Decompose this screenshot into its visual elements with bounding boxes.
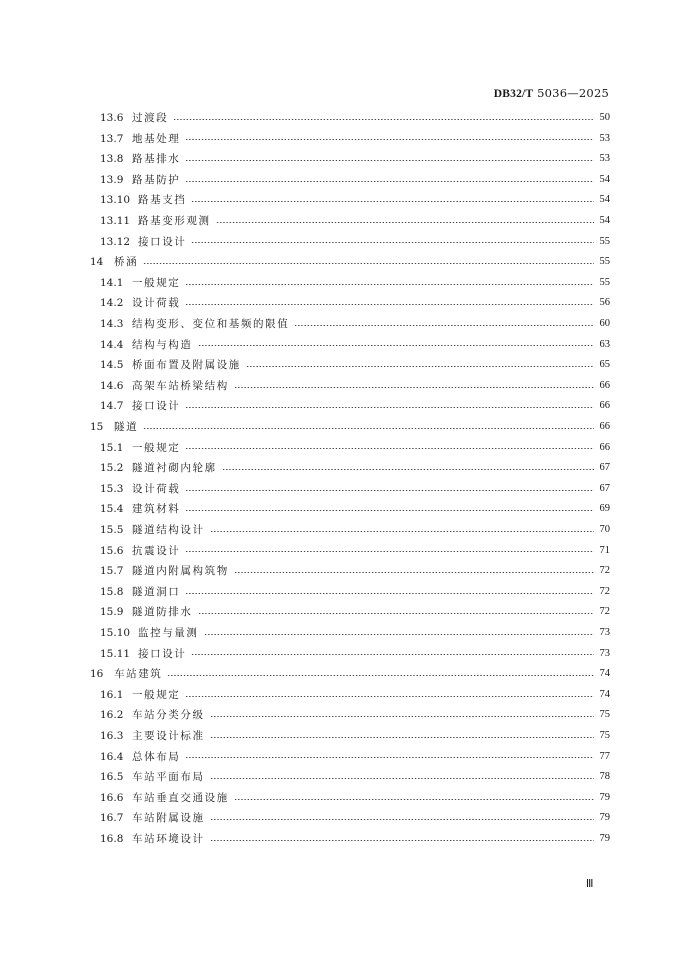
toc-entry-title: 路基防护 — [132, 173, 181, 186]
toc-entry-number: 15.10 — [100, 627, 131, 639]
dot-leader — [143, 428, 594, 429]
toc-entry-page: 55 — [599, 235, 610, 247]
toc-entry-title: 接口设计 — [138, 235, 187, 248]
toc-entry[interactable] — [100, 232, 610, 253]
toc-entry[interactable] — [100, 335, 610, 356]
dot-leader — [216, 222, 594, 223]
toc-entry[interactable] — [100, 623, 610, 644]
toc-entry-title: 抗震设计 — [132, 544, 181, 557]
toc-entry-number: 16.7 — [100, 812, 124, 825]
toc-entry-page: 66 — [599, 379, 610, 391]
document-code-prefix: DB32/T — [493, 88, 534, 100]
toc-entry-page: 56 — [599, 297, 610, 309]
toc-entry-number: 14.1 — [100, 276, 124, 289]
toc-entry-title: 车站环境设计 — [132, 833, 205, 845]
toc-section[interactable] — [90, 417, 610, 438]
toc-entry-number: 14.6 — [100, 379, 124, 392]
toc-entry-title: 车站附属设施 — [132, 812, 205, 825]
toc-entry[interactable] — [100, 499, 610, 520]
dot-leader — [185, 593, 594, 594]
dot-leader — [185, 448, 594, 449]
toc-entry-title: 一般规定 — [132, 688, 181, 701]
toc-entry-number: 16.3 — [100, 730, 124, 742]
toc-entry-page: 72 — [599, 585, 610, 597]
toc-entry[interactable] — [100, 541, 610, 562]
toc-entry-number: 14.5 — [100, 359, 124, 372]
toc-entry[interactable] — [100, 644, 610, 665]
toc-entry-page: 74 — [599, 688, 610, 700]
toc-entry-page: 54 — [599, 215, 610, 226]
toc-entry-title: 建筑材料 — [132, 503, 181, 516]
toc-entry[interactable] — [100, 149, 610, 170]
toc-entry[interactable] — [100, 438, 610, 459]
dot-leader — [210, 840, 594, 841]
toc-entry-title: 一般规定 — [132, 441, 181, 454]
toc-entry[interactable] — [100, 582, 610, 603]
dot-leader — [246, 366, 594, 367]
toc-entry-title: 总体布局 — [132, 750, 181, 763]
toc-entry[interactable] — [100, 808, 610, 829]
toc-entry-title: 接口设计 — [138, 647, 187, 660]
toc-entry-title: 车站垂直交通设施 — [132, 791, 229, 804]
toc-entry-page: 55 — [599, 256, 610, 268]
toc-entry-title: 车站建筑 — [114, 668, 163, 681]
dot-leader — [294, 325, 594, 326]
toc-entry[interactable] — [100, 520, 610, 541]
toc-entry-number: 13.10 — [100, 194, 131, 207]
toc-entry-number: 15.5 — [100, 524, 124, 536]
toc-entry-number: 16.1 — [100, 688, 124, 701]
toc-entry-title: 车站平面布局 — [132, 771, 205, 784]
toc-entry[interactable] — [100, 705, 610, 726]
dot-leader — [185, 490, 594, 491]
toc-entry[interactable] — [100, 190, 610, 211]
toc-entry-page: 72 — [599, 606, 610, 618]
toc-entry[interactable] — [100, 685, 610, 706]
dot-leader — [167, 675, 594, 676]
toc-entry-title: 隧道衬砌内轮廓 — [132, 462, 217, 475]
toc-entry[interactable] — [100, 479, 610, 500]
toc-entry[interactable] — [100, 396, 610, 417]
dot-leader — [185, 696, 594, 697]
toc-entry-number: 15.7 — [100, 565, 124, 578]
dot-leader — [191, 201, 594, 202]
toc-entry-title: 桥面布置及附属设施 — [132, 359, 241, 372]
toc-entry-title: 隧道结构设计 — [132, 524, 205, 536]
toc-entry-page: 63 — [599, 338, 610, 350]
dot-leader — [185, 181, 594, 182]
toc-entry-number: 15.6 — [100, 544, 124, 557]
toc-entry-page: 50 — [599, 112, 610, 123]
toc-entry-title: 路基排水 — [132, 153, 181, 166]
dot-leader — [210, 531, 594, 532]
toc-entry-number: 16 — [90, 668, 104, 681]
toc-entry-title: 结构与构造 — [132, 338, 193, 351]
toc-entry-page: 71 — [599, 544, 610, 556]
toc-entry-title: 一般规定 — [132, 276, 181, 289]
toc-entry-title: 过渡段 — [132, 112, 169, 124]
page-number: Ⅲ — [585, 878, 594, 890]
toc-entry-number: 15.9 — [100, 606, 124, 619]
toc-entry-title: 主要设计标准 — [132, 730, 205, 742]
toc-entry[interactable] — [100, 211, 610, 232]
toc-entry-page: 69 — [599, 503, 610, 515]
dot-leader — [185, 284, 594, 285]
document-code — [494, 86, 609, 100]
toc-entry-number: 13.8 — [100, 153, 124, 166]
toc-entry-number: 13.12 — [100, 235, 131, 248]
dot-leader — [198, 345, 595, 346]
toc-entry[interactable] — [100, 293, 610, 314]
toc-entry-number: 15.2 — [100, 462, 124, 475]
toc-entry-page: 53 — [599, 153, 610, 165]
toc-entry-title: 桥涵 — [114, 256, 139, 269]
toc-entry[interactable] — [100, 788, 610, 809]
toc-entry-page: 70 — [599, 524, 610, 535]
toc-entry-number: 16.6 — [100, 791, 124, 804]
toc-entry-title: 地基处理 — [132, 132, 181, 145]
dot-leader — [204, 634, 595, 635]
toc-entry[interactable] — [100, 602, 610, 623]
toc-entry[interactable] — [100, 170, 610, 191]
dot-leader — [191, 654, 594, 655]
dot-leader — [210, 778, 594, 779]
toc-entry-number: 15.8 — [100, 585, 124, 598]
toc-entry-page: 73 — [599, 627, 610, 638]
dot-leader — [210, 716, 594, 717]
toc-entry-page: 74 — [599, 668, 610, 680]
dot-leader — [234, 572, 594, 573]
toc-entry-page: 55 — [599, 276, 610, 288]
toc-entry-page: 79 — [599, 791, 610, 803]
toc-entry[interactable] — [100, 314, 610, 335]
toc-entry[interactable] — [100, 108, 610, 129]
dot-leader — [185, 510, 594, 511]
toc-entry-number: 16.8 — [100, 833, 124, 845]
dot-leader — [185, 407, 594, 408]
toc-entry-title: 隧道防排水 — [132, 606, 193, 619]
toc-entry[interactable] — [100, 273, 610, 294]
toc-entry[interactable] — [100, 561, 610, 582]
toc-entry-number: 13.6 — [100, 112, 124, 124]
toc-entry-title: 路基变形观测 — [138, 215, 211, 227]
toc-entry-number: 15.11 — [100, 647, 131, 660]
toc-entry-number: 13.9 — [100, 173, 124, 186]
toc-entry-page: 66 — [599, 400, 610, 412]
toc-entry-number: 14.3 — [100, 318, 124, 330]
toc-entry[interactable] — [100, 129, 610, 150]
dot-leader — [198, 613, 595, 614]
toc-section[interactable] — [90, 664, 610, 685]
toc-entry[interactable] — [100, 767, 610, 788]
toc-entry-number: 16.4 — [100, 750, 124, 763]
toc-entry-page: 67 — [599, 462, 610, 474]
dot-leader — [185, 160, 594, 161]
toc-entry-page: 79 — [599, 833, 610, 844]
toc-entry-number: 15 — [90, 421, 104, 433]
toc-entry[interactable] — [100, 355, 610, 376]
toc-entry[interactable] — [100, 376, 610, 397]
dot-leader — [185, 304, 594, 305]
document-code-number: 5036—2025 — [533, 86, 609, 100]
toc-entry-page: 79 — [599, 812, 610, 824]
toc-entry-page: 54 — [599, 194, 610, 206]
dot-leader — [191, 242, 594, 243]
toc-entry-page: 60 — [599, 318, 610, 329]
toc-entry-number: 16.2 — [100, 709, 124, 722]
toc-entry-number: 13.11 — [100, 215, 131, 227]
dot-leader — [222, 469, 594, 470]
toc-section[interactable] — [90, 252, 610, 273]
toc-entry-title: 接口设计 — [132, 400, 181, 413]
dot-leader — [234, 799, 594, 800]
toc-entry-title: 路基支挡 — [138, 194, 187, 207]
toc-entry-page: 65 — [599, 359, 610, 371]
toc-entry-page: 77 — [599, 750, 610, 762]
table-of-contents — [0, 108, 681, 848]
toc-entry-number: 15.4 — [100, 503, 124, 516]
toc-entry-title: 车站分类分级 — [132, 709, 205, 722]
toc-entry-title: 设计荷载 — [132, 482, 181, 495]
toc-entry-page: 67 — [599, 482, 610, 494]
toc-entry-page: 73 — [599, 647, 610, 659]
toc-entry[interactable] — [100, 458, 610, 479]
toc-entry-title: 隧道内附属构筑物 — [132, 565, 229, 578]
toc-entry-page: 78 — [599, 771, 610, 783]
toc-entry-title: 结构变形、变位和基频的限值 — [132, 318, 290, 330]
toc-entry-page: 54 — [599, 173, 610, 185]
toc-entry-page: 75 — [599, 730, 610, 741]
toc-entry-title: 隧道洞口 — [132, 585, 181, 598]
toc-entry-number: 14.2 — [100, 297, 124, 310]
toc-entry[interactable] — [100, 829, 610, 850]
toc-entry-number: 14.4 — [100, 338, 124, 351]
toc-entry-number: 16.5 — [100, 771, 124, 784]
toc-entry-title: 设计荷载 — [132, 297, 181, 310]
toc-entry-number: 15.1 — [100, 441, 124, 454]
toc-entry-title: 隧道 — [114, 421, 139, 433]
dot-leader — [210, 819, 594, 820]
dot-leader — [185, 551, 594, 552]
toc-entry-number: 13.7 — [100, 132, 124, 145]
toc-entry-page: 53 — [599, 132, 610, 144]
toc-entry-title: 监控与量测 — [138, 627, 199, 639]
dot-leader — [185, 139, 594, 140]
dot-leader — [173, 119, 594, 120]
dot-leader — [143, 263, 594, 264]
toc-entry-page: 72 — [599, 565, 610, 577]
toc-entry-number: 14.7 — [100, 400, 124, 413]
dot-leader — [234, 387, 594, 388]
toc-entry-title: 高架车站桥梁结构 — [132, 379, 229, 392]
toc-entry-page: 66 — [599, 421, 610, 432]
toc-entry-number: 14 — [90, 256, 104, 269]
toc-entry-number: 15.3 — [100, 482, 124, 495]
toc-entry[interactable] — [100, 747, 610, 768]
toc-entry[interactable] — [100, 726, 610, 747]
dot-leader — [185, 757, 594, 758]
dot-leader — [210, 737, 594, 738]
toc-entry-page: 66 — [599, 441, 610, 453]
toc-entry-page: 75 — [599, 709, 610, 721]
